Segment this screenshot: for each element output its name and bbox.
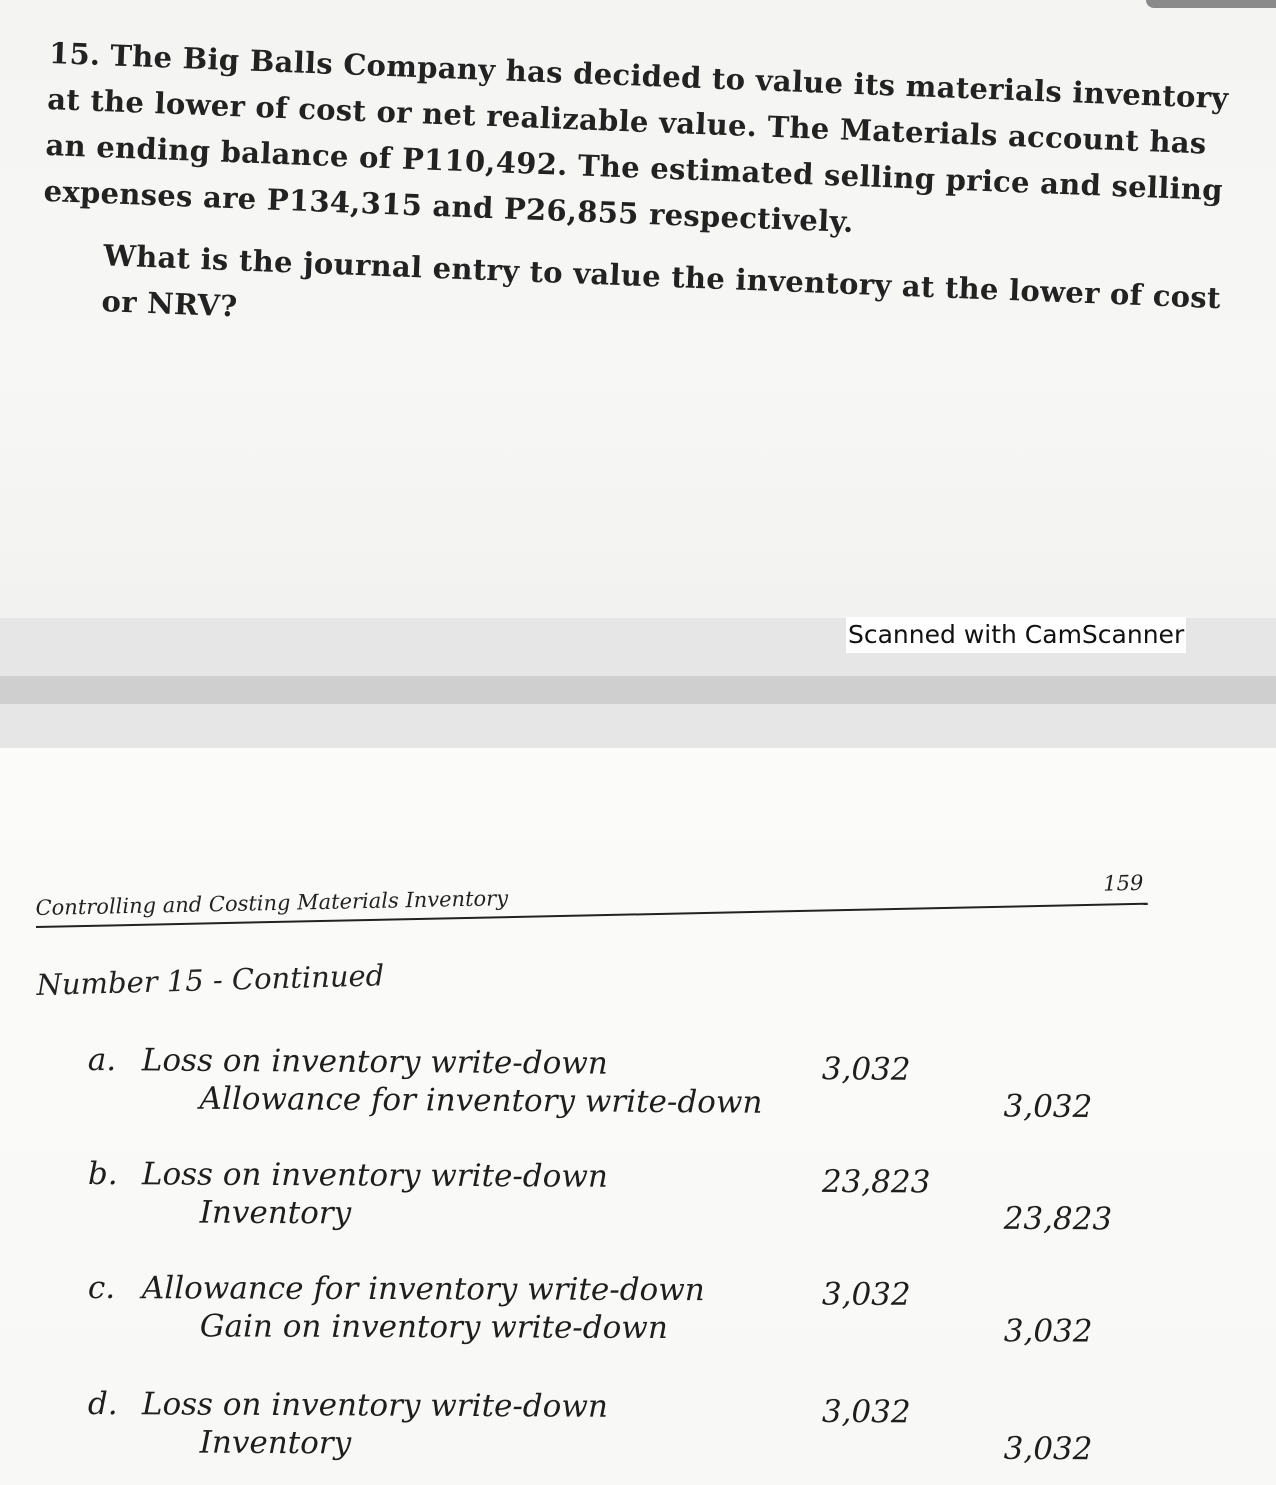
top-page-photo: [0, 0, 1276, 618]
choice-letter: a.: [87, 1042, 117, 1079]
debit-amount: 3,032: [821, 1393, 911, 1431]
chapter-title: Controlling and Costing Materials Inventory: [35, 886, 509, 921]
debit-account: Loss on inventory write-down: [141, 1156, 608, 1195]
credit-amount: 3,032: [1003, 1088, 1093, 1126]
choice-c: [88, 1270, 1128, 1354]
debit-amount: 23,823: [821, 1163, 931, 1201]
camscanner-watermark: Scanned with CamScanner: [846, 617, 1186, 653]
debit-amount: 3,032: [821, 1051, 911, 1088]
debit-account: Allowance for inventory write-down: [141, 1270, 705, 1309]
question-15: [39, 30, 1249, 368]
question-paragraph-2: What is the journal entry to value the inventory at the lower of cost or NRV?: [100, 238, 1222, 324]
debit-amount: 3,032: [821, 1276, 911, 1313]
scan-divider-band-dark: [0, 676, 1276, 704]
question-paragraph-1: [43, 30, 1249, 260]
scan-divider-band: [0, 704, 1276, 748]
choice-d: [88, 1386, 1128, 1471]
credit-account: Allowance for inventory write-down: [199, 1080, 763, 1121]
choice-letter: c.: [87, 1270, 116, 1307]
credit-amount: 3,032: [1003, 1430, 1093, 1468]
continued-label: Number 15 - Continued: [36, 958, 385, 1002]
question-text-1: The Big Balls Company has decided to value its materials inventory at the lower of cost or net realizable value. The Materials account has an ending balance of P110,492. The estimated selling price and selling expenses are P134,315 and P26,855 respectively.: [43, 38, 1230, 239]
credit-amount: 23,823: [1003, 1200, 1113, 1238]
question-number: 15.: [48, 35, 102, 72]
debit-account: Loss on inventory write-down: [141, 1042, 608, 1082]
debit-account: Loss on inventory write-down: [141, 1386, 608, 1425]
choice-a: [87, 1042, 1128, 1129]
credit-account: Gain on inventory write-down: [199, 1308, 668, 1347]
page-number: 159: [1102, 870, 1144, 896]
choice-letter: b.: [87, 1156, 118, 1193]
credit-account: Inventory: [199, 1424, 352, 1462]
choice-b: [88, 1156, 1128, 1241]
choice-letter: d.: [87, 1386, 118, 1423]
credit-amount: 3,032: [1003, 1313, 1093, 1350]
credit-account: Inventory: [199, 1194, 352, 1232]
corner-tab: [1146, 0, 1276, 8]
